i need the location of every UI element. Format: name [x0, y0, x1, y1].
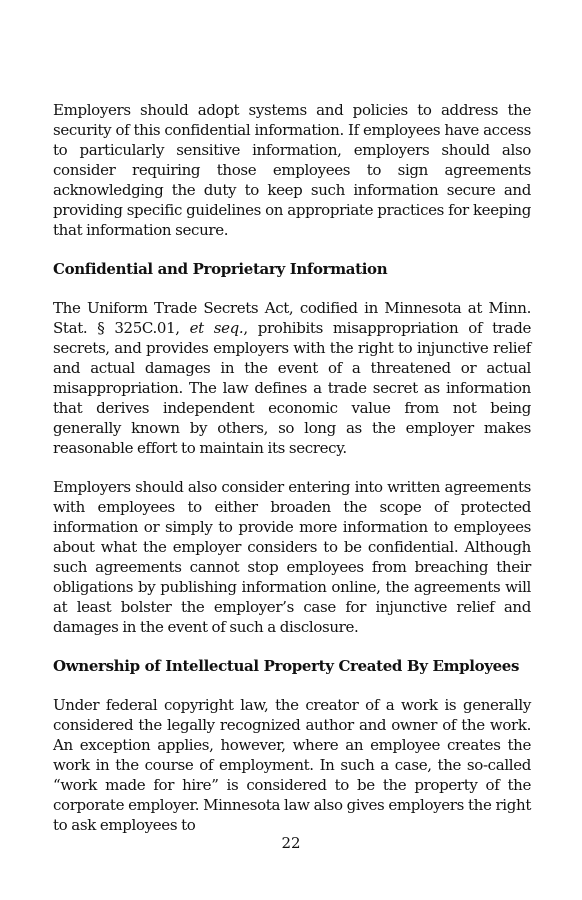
page-number: 22 — [281, 834, 301, 852]
paragraph-trade-secrets-act — [53, 298, 531, 458]
paragraph-copyright-law: Under federal copyright law, the creator of a work is generally considered the legally recognized author and owner of the work. An exception applies, however, where an employee creates the work in the course of employment. In such a case, the so-called “work made for hire” is considered to be the property of the corporate employer. Minnesota law also gives employers the right to ask employees to — [53, 696, 531, 834]
heading-confidential-proprietary: Confidential and Proprietary Information — [53, 260, 388, 278]
heading-ownership-ip: Ownership of Intellectual Property Created By Employees — [53, 657, 520, 675]
paragraph-written-agreements: Employers should also consider entering into written agreements with employees to either broaden the scope of protected information or simply to provide more information to employees about what the employer considers to be confidential. Although such agreements cannot stop employees from breaching their obligations by publishing information online, the agreements will at least bolster the employer’s case for injunctive relief and damages in the event of such a disclosure. — [53, 478, 531, 636]
page-body — [53, 100, 531, 854]
trade-secrets-text-start: The Uniform Trade Secrets Act, codified in Minnesota at Minn. Stat. § 325C.01, — [53, 299, 531, 337]
trade-secrets-text-end: , prohibits misappropriation of trade secrets, and provides employers with the right to injunctive relief and actual damages in the event of a threatened or actual misappropriation. The law defines a trade secret as information that derives independent economic value from not being generally known by others, so long as the employer makes reasonable effort to maintain its secrecy. — [53, 319, 531, 457]
paragraph-security-policies: Employers should adopt systems and policies to address the security of this confidential information. If employees have access to particularly sensitive information, employers should also consider requiring those employees to sign agreements acknowledging the duty to keep such information secure and providing specific guidelines on appropriate practices for keeping that information secure. — [53, 101, 531, 239]
et-seq-italic: et seq. — [189, 319, 244, 337]
